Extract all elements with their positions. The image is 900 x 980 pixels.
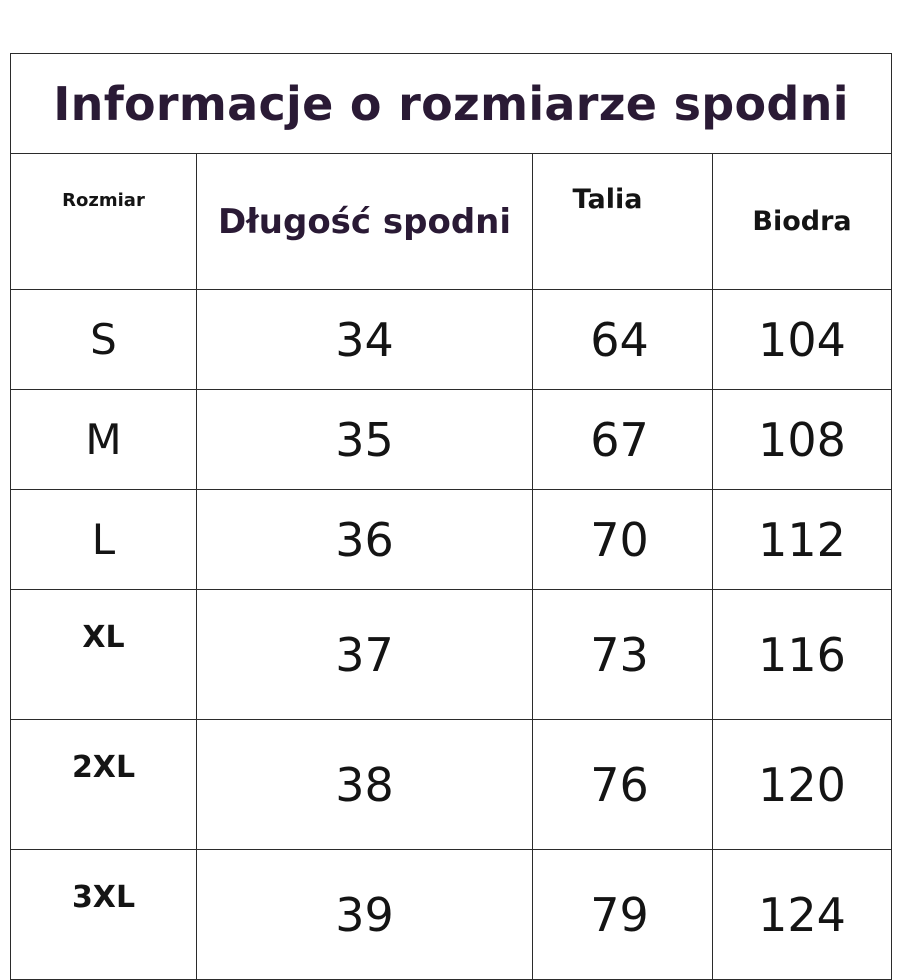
- waist-cell: 67: [533, 390, 713, 490]
- size-cell: 2XL: [11, 720, 197, 850]
- table-row: [11, 590, 892, 720]
- waist-cell: 73: [533, 590, 713, 720]
- waist-cell: 79: [533, 850, 713, 980]
- header-size: Rozmiar: [11, 154, 197, 290]
- size-cell: S: [11, 290, 197, 390]
- table-row: [11, 290, 892, 390]
- length-cell: 36: [197, 490, 533, 590]
- length-cell: 39: [197, 850, 533, 980]
- table-row: [11, 850, 892, 980]
- table-row: [11, 390, 892, 490]
- length-cell: 38: [197, 720, 533, 850]
- title-row: [11, 54, 892, 154]
- hip-cell: 120: [713, 720, 892, 850]
- size-chart-table: [10, 53, 892, 980]
- hip-cell: 108: [713, 390, 892, 490]
- header-length: Długość spodni: [197, 154, 533, 290]
- size-cell: 3XL: [11, 850, 197, 980]
- hip-cell: 104: [713, 290, 892, 390]
- table-row: [11, 490, 892, 590]
- length-cell: 37: [197, 590, 533, 720]
- length-cell: 34: [197, 290, 533, 390]
- table-title: Informacje o rozmiarze spodni: [11, 54, 892, 154]
- header-row: [11, 154, 892, 290]
- header-hip: Biodra: [713, 154, 892, 290]
- hip-cell: 116: [713, 590, 892, 720]
- hip-cell: 112: [713, 490, 892, 590]
- size-cell: M: [11, 390, 197, 490]
- waist-cell: 70: [533, 490, 713, 590]
- hip-cell: 124: [713, 850, 892, 980]
- waist-cell: 76: [533, 720, 713, 850]
- size-cell: XL: [11, 590, 197, 720]
- waist-cell: 64: [533, 290, 713, 390]
- table-row: [11, 720, 892, 850]
- size-cell: L: [11, 490, 197, 590]
- length-cell: 35: [197, 390, 533, 490]
- header-waist: Talia: [533, 154, 713, 290]
